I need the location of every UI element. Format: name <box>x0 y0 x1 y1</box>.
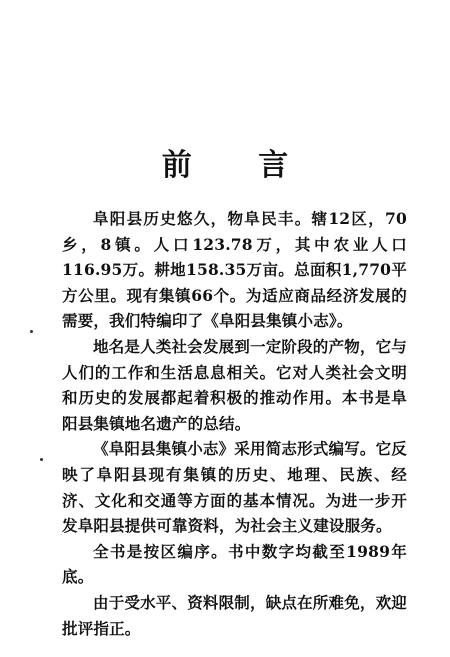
preface-body <box>62 206 407 641</box>
paragraph-book-format: 《阜阳县集镇小志》采用简志形式编写。它反映了阜阳县现有集镇的历史、地理、民族、经济、文化和交通等方面的基本情况。为进一步开发阜阳县提供可靠资料，为社会主义建设服务。 <box>62 439 408 536</box>
paragraph-closing: 由于受水平、资料限制，缺点在所难免，欢迎批评指正。 <box>62 592 408 638</box>
page-title: 前 言 <box>161 148 317 183</box>
paragraph-overview: 阜阳县历史悠久，物阜民丰。辖12区，70乡，8镇。人口123.78万，其中农业人口116.95万。耕地158.35万亩。总面积1,770平方公里。现有集镇66个。为适应商品经济发展的需要，我们特编印了《阜阳县集镇小志》。 <box>62 209 407 331</box>
paragraph-ordering: 全书是按区编序。书中数字均截至1989年底。 <box>62 541 407 587</box>
scan-speck <box>30 330 33 333</box>
scan-speck <box>40 458 43 461</box>
paragraph-place-names: 地名是人类社会发展到一定阶段的产物，它与人们的工作和生活息息相关。它对人类社会文明和历史的发展都起着积极的推动作用。本书是阜阳县集镇地名遗产的总结。 <box>62 336 408 433</box>
